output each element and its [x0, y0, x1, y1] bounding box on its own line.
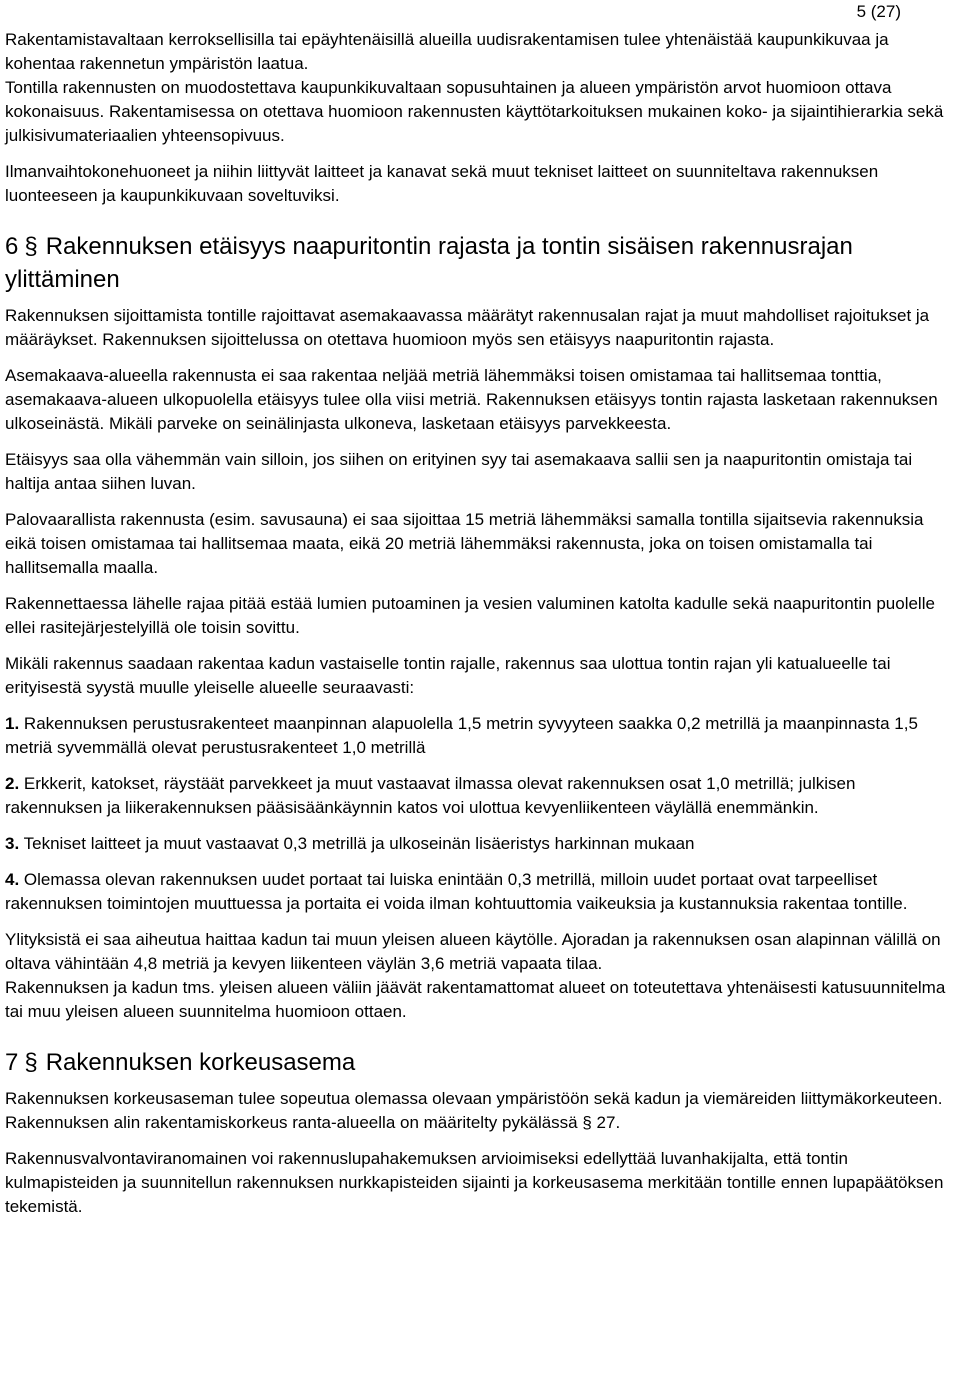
list-item-number: 4. [5, 870, 20, 889]
section-7-heading [5, 1046, 953, 1079]
list-item-text: Olemassa olevan rakennuksen uudet portaat tai luiska enintään 0,3 metrillä, milloin uudet portaat ovat tarpeelliset rakennuksen toimintojen muuttuessa ja portaita ei voida ilman kohtuuttomia vaikeuksia ja kustannuksia rakentaa tontille. [5, 870, 908, 913]
section-7-paragraph-2: Rakennusvalvontaviranomainen voi rakennuslupahakemuksen arvioimiseksi edellyttää luvanhakijalta, että tontin kulmapisteiden ja suunnitellun rakennuksen nurkkapisteiden sijainti ja korkeusasema merkitään tontille ennen lupapäätöksen tekemistä. [5, 1149, 944, 1216]
document-page [5, 0, 953, 1231]
list-item-number: 2. [5, 774, 20, 793]
list-item [5, 832, 953, 856]
list-item-text: Tekniset laitteet ja muut vastaavat 0,3 metrillä ja ulkoseinän lisäeristys harkinnan mukaan [23, 834, 695, 853]
section-6-paragraph-1: Rakennuksen sijoittamista tontille rajoittavat asemakaavassa määrätyt rakennusalan rajat ja muut mahdolliset rajoitukset ja määräykset. Rakennuksen sijoittelussa on otettava huomioon myös sen etäisyys naapuritontin rajasta. [5, 306, 930, 349]
list-item-number: 3. [5, 834, 20, 853]
section-7-number: 7 [5, 1049, 19, 1076]
section-symbol: § [24, 1049, 38, 1076]
section-6-heading [5, 230, 953, 296]
section-6-number: 6 [5, 233, 19, 260]
section-6-paragraph-7: Ylityksistä ei saa aiheutua haittaa kadun tai muun yleisen alueen käytölle. Ajoradan ja rakennuksen osan alapinnan välillä on oltava vähintään 4,8 metriä ja kevyen liikenteen väylän 3,6 metriä vapaata tilaa. [5, 930, 941, 973]
section-6-paragraph-4: Palovaarallista rakennusta (esim. savusauna) ei saa sijoittaa 15 metriä lähemmäksi samalla tontilla sijaitsevia rakennuksia eikä toisen omistamaa tai hallitsemaa maata, eikä 20 metriä lähemmäksi rakennusta, joka on toisen omistamalla tai hallitsemalla maalla. [5, 510, 924, 577]
section-symbol: § [24, 233, 38, 260]
list-item-text: Rakennuksen perustusrakenteet maanpinnan alapuolella 1,5 metrin syvyyteen saakka 0,2 metrillä ja maanpinnasta 1,5 metriä syvemmällä olevat perustusrakenteet 1,0 metrillä [5, 714, 918, 757]
intro-paragraph-3: Ilmanvaihtokonehuoneet ja niihin liittyvät laitteet ja kanavat sekä muut tekniset laitteet on suunniteltava rakennuksen luonteeseen ja kaupunkikuvaan soveltuviksi. [5, 162, 879, 205]
list-item [5, 868, 953, 916]
section-6-paragraph-5: Rakennettaessa lähelle rajaa pitää estää lumien putoaminen ja vesien valuminen katolta kadulle sekä naapuritontin puolelle ellei rasitejärjestelyillä ole toisin sovittu. [5, 594, 935, 637]
section-6-paragraph-6: Mikäli rakennus saadaan rakentaa kadun vastaiselle tontin rajalle, rakennus saa ulottua tontin rajan yli katualueelle tai erityisestä syystä muulle yleiselle alueelle seuraavasti: [5, 654, 891, 697]
section-7-paragraph-1: Rakennuksen korkeusaseman tulee sopeutua olemassa olevaan ympäristöön sekä kadun ja viemäreiden liittymäkorkeuteen. Rakennuksen alin rakentamiskorkeus ranta-alueella on määritelty pykälässä § 27. [5, 1089, 943, 1132]
list-item-text: Erkkerit, katokset, räystäät parvekkeet ja muut vastaavat ilmassa olevat rakennuksen osat 1,0 metrillä; julkisen rakennuksen ja liikerakennuksen pääsisäänkäynnin katos voi ulottua kevyenliikenteen väylällä enemmänkin. [5, 774, 856, 817]
list-item [5, 712, 953, 760]
section-6-paragraph-8: Rakennuksen ja kadun tms. yleisen alueen väliin jäävät rakentamattomat alueet on toteutettava yhtenäisesti katusuunnitelma tai muu yleisen alueen suunnitelma huomioon ottaen. [5, 978, 946, 1021]
section-6-paragraph-3: Etäisyys saa olla vähemmän vain silloin, jos siihen on erityinen syy tai asemakaava sallii sen ja naapuritontin omistaja tai haltija antaa siihen luvan. [5, 450, 913, 493]
section-6-title: Rakennuksen etäisyys naapuritontin rajasta ja tontin sisäisen rakennusrajan ylittäminen [5, 233, 853, 293]
intro-paragraph-1: Rakentamistavaltaan kerroksellisilla tai epäyhtenäisillä alueilla uudisrakentamisen tulee yhtenäistää kaupunkikuvaa ja kohentaa rakennetun ympäristön laatua. [5, 30, 889, 73]
list-item [5, 772, 953, 820]
intro-paragraph-2: Tontilla rakennusten on muodostettava kaupunkikuvaltaan sopusuhtainen ja alueen ympäristön arvot huomioon ottava kokonaisuus. Rakentamisessa on otettava huomioon rakennusten käyttötarkoituksen mukainen koko- ja sijaintihierarkia sekä julkisivumateriaalien yhteensopivuus. [5, 78, 944, 145]
page-number: 5 (27) [856, 2, 901, 21]
document-body [5, 0, 953, 1219]
list-item-number: 1. [5, 714, 20, 733]
section-6-paragraph-2: Asemakaava-alueella rakennusta ei saa rakentaa neljää metriä lähemmäksi toisen omistamaa tai hallitsemaa tonttia, asemakaava-alueen ulkopuolella etäisyys tulee olla viisi metriä. Rakennuksen etäisyys tontin rajasta lasketaan rakennuksen ulkoseinästä. Mikäli parveke on seinälinjasta ulkoneva, lasketaan etäisyys parvekkeesta. [5, 366, 938, 433]
section-7-title: Rakennuksen korkeusasema [45, 1049, 356, 1076]
